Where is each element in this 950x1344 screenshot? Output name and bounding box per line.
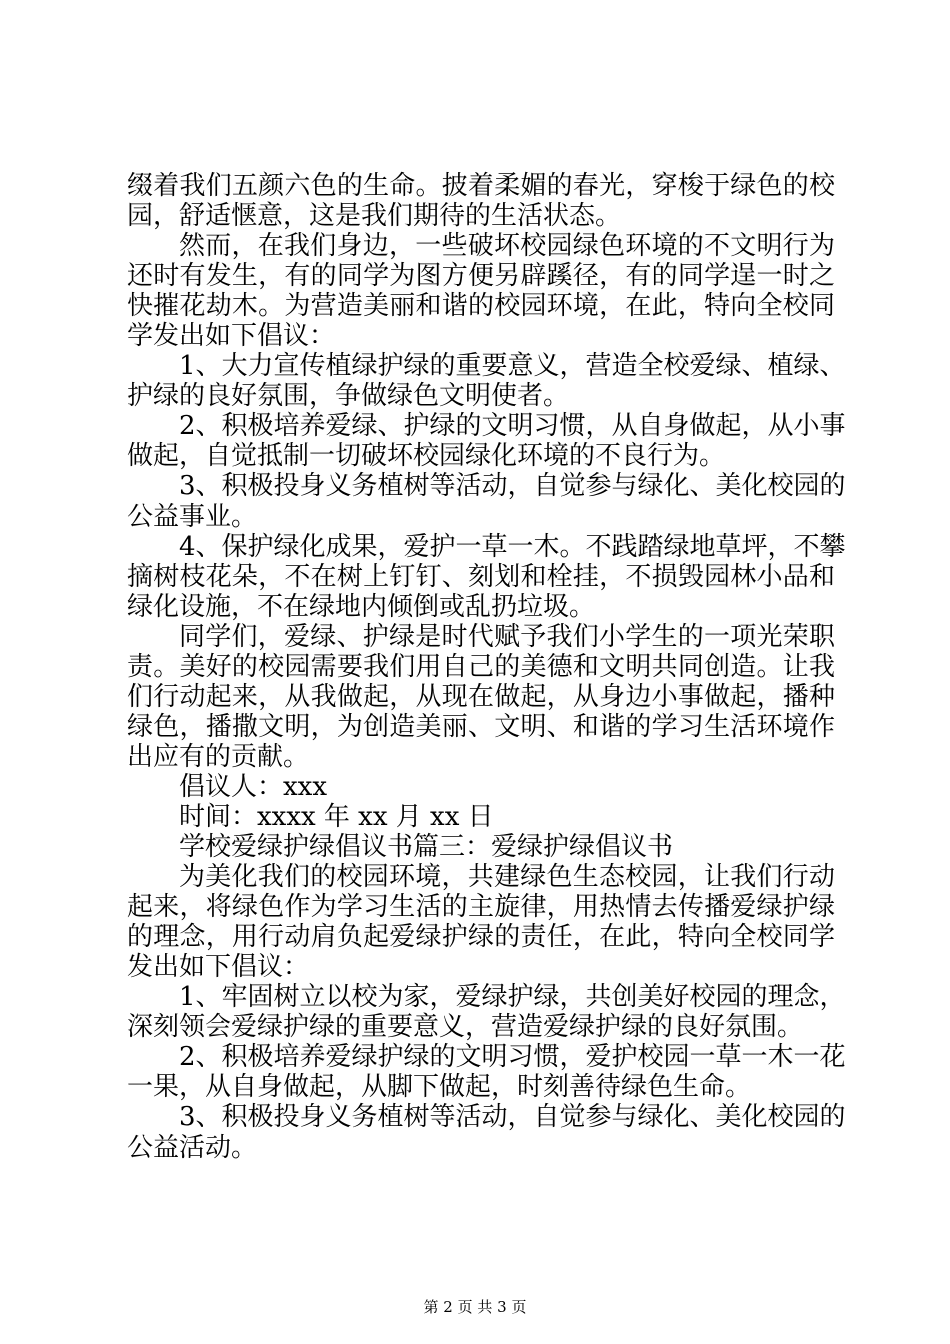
paragraph [127, 471, 846, 532]
text-line: 为美化我们的校园环境，共建绿色生态校园，让我们行动 [179, 862, 835, 893]
paragraph [127, 231, 835, 351]
document-body [127, 171, 846, 1163]
text-line: 3、积极投身义务植树等活动，自觉参与绿化、美化校园的 [179, 1102, 846, 1133]
text-line: 出应有的贡献。 [127, 741, 310, 772]
text-line: 们行动起来，从我做起，从现在做起，从身边小事做起，播种 [127, 681, 835, 712]
text-line: 绿色，播撒文明，为创造美丽、文明、和谐的学习生活环境作 [127, 711, 835, 742]
paragraph [127, 832, 835, 862]
text-line: 公益活动。 [127, 1132, 258, 1163]
text-line: 绿化设施，不在绿地内倾倒或乱扔垃圾。 [127, 591, 596, 622]
text-line: 3、积极投身义务植树等活动，自觉参与绿化、美化校园的 [179, 471, 846, 502]
text-line: 园，舒适惬意，这是我们期待的生活状态。 [127, 201, 622, 232]
paragraph [127, 982, 846, 1043]
paragraph [127, 411, 846, 472]
text-line: 2、积极培养爱绿、护绿的文明习惯，从自身做起，从小事 [179, 411, 846, 442]
text-line: 的理念，用行动肩负起爱绿护绿的责任，在此，特向全校同学 [127, 922, 835, 953]
text-line: 倡议人：xxx [179, 771, 327, 802]
text-line: 深刻领会爱绿护绿的重要意义，营造爱绿护绿的良好氛围。 [127, 1012, 804, 1043]
text-line: 1、大力宣传植绿护绿的重要意义，营造全校爱绿、植绿、 [179, 351, 846, 382]
text-line: 然而，在我们身边，一些破坏校园绿色环境的不文明行为 [179, 231, 835, 262]
text-line: 2、积极培养爱绿护绿的文明习惯，爱护校园一草一木一花 [179, 1042, 846, 1073]
text-line: 起来，将绿色作为学习生活的主旋律，用热情去传播爱绿护绿 [127, 892, 835, 923]
paragraph [127, 802, 835, 832]
text-line: 快摧花劫木。为营造美丽和谐的校园环境，在此，特向全校同 [127, 291, 835, 322]
paragraph [127, 622, 835, 772]
text-line: 还时有发生，有的同学为图方便另辟蹊径，有的同学逞一时之 [127, 261, 835, 292]
text-line: 责。美好的校园需要我们用自己的美德和文明共同创造。让我 [127, 651, 835, 682]
text-line: 做起，自觉抵制一切破坏校园绿化环境的不良行为。 [127, 441, 726, 472]
paragraph [127, 171, 835, 231]
text-line: 1、牢固树立以校为家，爱绿护绿，共创美好校园的理念， [179, 982, 846, 1013]
page-footer: 第 2 页 共 3 页 [423, 1298, 527, 1316]
text-line: 学发出如下倡议： [127, 321, 336, 352]
text-line: 时间：xxxx 年 xx 月 xx 日 [179, 801, 494, 832]
text-line: 公益事业。 [127, 501, 258, 532]
text-line: 4、保护绿化成果，爱护一草一木。不践踏绿地草坪，不攀 [179, 531, 846, 562]
text-line: 护绿的良好氛围，争做绿色文明使者。 [127, 381, 570, 412]
paragraph [127, 862, 835, 982]
text-line: 发出如下倡议： [127, 952, 310, 983]
text-line: 缀着我们五颜六色的生命。披着柔媚的春光，穿梭于绿色的校 [127, 171, 835, 201]
paragraph [127, 531, 846, 622]
paragraph [127, 1102, 846, 1163]
paragraph [127, 1042, 846, 1103]
paragraph [127, 351, 846, 412]
text-line: 同学们，爱绿、护绿是时代赋予我们小学生的一项光荣职 [179, 621, 835, 652]
text-line: 学校爱绿护绿倡议书篇三：爱绿护绿倡议书 [179, 832, 674, 863]
text-line: 一果，从自身做起，从脚下做起，时刻善待绿色生命。 [127, 1072, 752, 1103]
paragraph [127, 772, 835, 802]
text-line: 摘树枝花朵，不在树上钉钉、刻划和栓挂，不损毁园林小品和 [127, 561, 835, 592]
